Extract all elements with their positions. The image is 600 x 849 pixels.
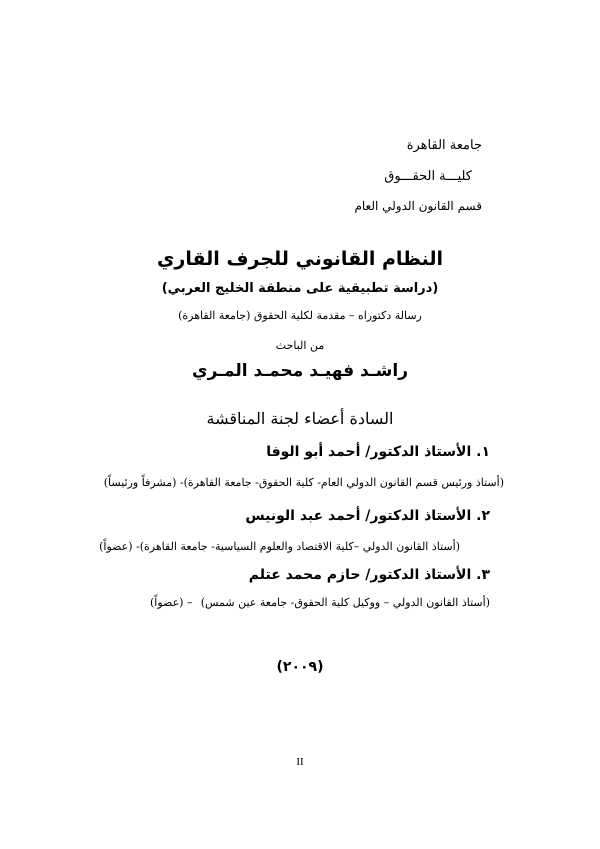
faculty-name: كليـــة الحقـــوق (384, 169, 472, 184)
year: (٢٠٠٩) (276, 659, 324, 675)
page-number: II (296, 756, 304, 768)
department-name: قسم القانون الدولي العام (354, 199, 482, 213)
author-name: راشـد فهيـد محمـد المـري (191, 361, 409, 381)
university-name: جامعة القاهرة (406, 138, 482, 153)
member-2-name: ٢. الأستاذ الدكتور/ أحمد عبد الونيس (245, 508, 490, 524)
thesis-subtitle: (دراسة تطبيقية على منطقة الخليج العربي) (161, 281, 439, 296)
member-3-role-suffix: – (عضواً) (150, 596, 193, 609)
by-label: من الباحث (275, 339, 325, 352)
member-1-role: (أستاذ ورئيس قسم القانون الدولي العام- كلية الحقوق- جامعة القاهرة)- (مشرفاً ورئيساً) (103, 476, 504, 489)
member-2-role: (أستاذ القانون الدولي –كلية الاقتصاد والعلوم السياسية- جامعة القاهرة)- (عضواً) (99, 540, 460, 553)
member-1-name: ١. الأستاذ الدكتور/ أحمد أبو الوفا (266, 444, 490, 460)
committee-heading: السادة أعضاء لجنة المناقشة (206, 409, 394, 428)
thesis-title: النظام القانوني للجرف القاري (157, 248, 443, 270)
member-3-role: (أستاذ القانون الدولي – ووكيل كلية الحقوق- جامعة عين شمس) (200, 596, 490, 609)
member-3-name: ٣. الأستاذ الدكتور/ حازم محمد عتلم (248, 567, 490, 583)
thesis-description: رسالة دكتوراه – مقدمة لكلية الحقوق (جامعة القاهرة) (178, 309, 422, 322)
